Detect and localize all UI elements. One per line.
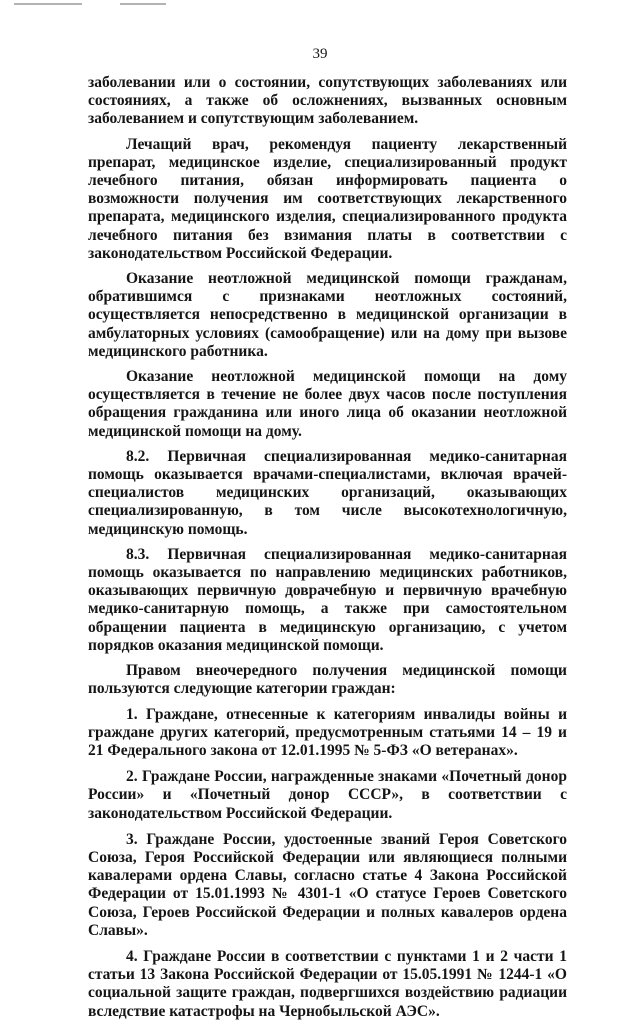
document-body — [88, 74, 567, 1029]
list-item-1: 1. Граждане, отнесенные к категориям инвалиды войны и граждане других категорий, предусмотренным статьями 14 – 19 и 21 Федерального закона от 12.01.1995 № 5-ФЗ «О ветеранах». — [88, 705, 567, 759]
paragraph-section-8-3: 8.3. Первичная специализированная медико-санитарная помощь оказывается по направлению медицинских работников, оказывающих первичную доврачебную и первичную врачебную медико-санитарную помощь, а также при самостоятельном обращении пациента в медицинскую организацию, с учетом порядков оказания медицинской помощи. — [88, 545, 567, 654]
paragraph-priority-intro: Правом внеочередного получения медицинской помощи пользуются следующие категории граждан: — [88, 662, 567, 698]
list-item-3: 3. Граждане России, удостоенные званий Героя Советского Союза, Героя Российской Федерации или являющиеся полными кавалерами ордена Славы, согласно статье 4 Закона Российской Федерации от 15.01.1993 № 4301-1 «О статусе Героев Советского Союза, Героев Российской Федерации и полных кавалеров ордена Славы». — [88, 830, 567, 939]
paragraph-urgent-care-home: Оказание неотложной медицинской помощи на дому осуществляется в течение не более двух часов после поступления обращения гражданина или иного лица об оказании неотложной медицинской помощи на дому. — [88, 368, 567, 440]
scan-artifact-left — [14, 3, 82, 5]
scan-artifact-right — [120, 3, 166, 5]
paragraph-section-8-2: 8.2. Первичная специализированная медико-санитарная помощь оказывается врачами-специалистами, включая врачей-специалистов медицинских организаций, оказывающих специализированную, в том числе высокотехнологичную, медицинскую помощь. — [88, 447, 567, 538]
list-item-2: 2. Граждане России, награжденные знаками «Почетный донор России» и «Почетный донор СССР», в соответствии с законодательством Российской Федерации. — [88, 768, 567, 822]
paragraph-urgent-care: Оказание неотложной медицинской помощи гражданам, обратившимся с признаками неотложных состояний, осуществляется непосредственно в медицинской организации в амбулаторных условиях (самообращение) или на дому при вызове медицинского работника. — [88, 270, 567, 360]
paragraph-attending-doctor: Лечащий врач, рекомендуя пациенту лекарственный препарат, медицинское изделие, специализированный продукт лечебного питания, обязан информировать пациента о возможности получения им соответствующих лекарственного препарата, медицинского изделия, специализированного продукта лечебного питания без взимания платы в соответствии с законодательством Российской Федерации. — [88, 135, 567, 262]
page-number: 39 — [312, 46, 328, 62]
paragraph-continuation: заболевании или о состоянии, сопутствующих заболеваниях или состояниях, а также об осложнениях, вызванных основным заболеванием и сопутствующим заболеванием. — [88, 74, 567, 128]
list-item-4: 4. Граждане России в соответствии с пунктами 1 и 2 части 1 статьи 13 Закона Российской Федерации от 15.05.1991 № 1244-1 «О социальной защите граждан, подвергшихся воздействию радиации вследствие катастрофы на Чернобыльской АЭС». — [88, 947, 567, 1020]
